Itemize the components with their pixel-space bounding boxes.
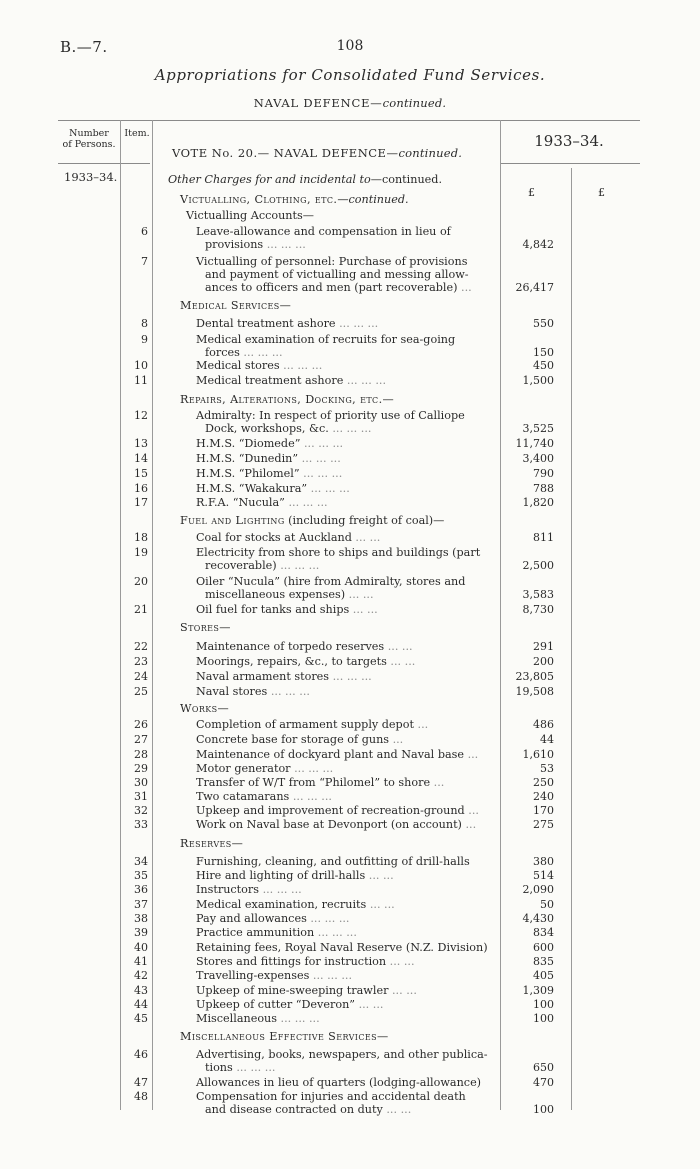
amount-value: 811 bbox=[533, 531, 554, 544]
leader-dots: ... ... ... bbox=[284, 496, 328, 509]
line-label: ances to officers and men (part recoverable) bbox=[205, 281, 458, 294]
leader-dots: ... ... ... bbox=[300, 437, 344, 450]
line-label: Fuel and Lighting bbox=[180, 514, 285, 527]
amount-value: 44 bbox=[540, 733, 554, 746]
persons-column-header bbox=[58, 128, 120, 150]
leader-dots: ... ... ... bbox=[279, 359, 323, 372]
item-number: 30 bbox=[134, 776, 148, 789]
leader-dots: ... ... ... bbox=[232, 1061, 276, 1074]
line-label: Furnishing, cleaning, and outfitting of drill-halls bbox=[196, 855, 470, 868]
leader-dots: ... ... bbox=[355, 998, 384, 1011]
line-label: provisions bbox=[205, 238, 264, 251]
line-label: Instructors bbox=[196, 883, 260, 896]
column-divider-amount-sub bbox=[571, 168, 572, 1110]
leader-dots: ... ... ... bbox=[306, 912, 350, 925]
line-text bbox=[196, 748, 478, 761]
item-number: 6 bbox=[141, 225, 148, 238]
line-label: Oiler “Nucula” (hire from Admiralty, stores and bbox=[196, 575, 466, 588]
amount-value: 650 bbox=[533, 1061, 554, 1074]
item-number: 42 bbox=[134, 969, 148, 982]
item-number: 28 bbox=[134, 748, 148, 761]
line-label: Miscellaneous Effective Services bbox=[180, 1030, 377, 1043]
line-label: Pay and allowances bbox=[196, 912, 307, 925]
leader-dots: ... bbox=[461, 818, 477, 831]
line-label: R.F.A. “Nucula” bbox=[196, 496, 285, 509]
line-text bbox=[196, 818, 476, 831]
line-label: Naval stores bbox=[196, 685, 268, 698]
section-heading bbox=[180, 193, 409, 206]
line-label: Naval armament stores bbox=[196, 670, 330, 683]
line-label: Transfer of W/T from “Philomel” to shore bbox=[196, 776, 431, 789]
line-text bbox=[196, 225, 451, 238]
line-label: Victualling of personnel: Purchase of provisions bbox=[196, 255, 468, 268]
amount-value: 1,610 bbox=[522, 748, 554, 761]
item-number: 20 bbox=[134, 575, 148, 588]
line-label: Medical treatment ashore bbox=[196, 374, 344, 387]
leader-dots: ... ... ... bbox=[239, 346, 283, 359]
line-text bbox=[196, 359, 322, 372]
item-number: 13 bbox=[134, 437, 148, 450]
leader-dots: ... ... bbox=[349, 603, 378, 616]
line-text bbox=[196, 912, 350, 925]
item-number: 32 bbox=[134, 804, 148, 817]
amount-value: 50 bbox=[540, 898, 554, 911]
section-heading bbox=[180, 1030, 388, 1043]
amount-value: 100 bbox=[533, 1012, 554, 1025]
leader-dots: ... ... ... bbox=[289, 790, 332, 803]
item-number: 37 bbox=[134, 898, 148, 911]
item-number: 7 bbox=[141, 255, 148, 268]
line-text bbox=[205, 559, 319, 572]
item-number: 44 bbox=[134, 998, 148, 1011]
line-text bbox=[196, 374, 386, 387]
line-text bbox=[168, 173, 442, 186]
line-label: Works— bbox=[180, 702, 230, 715]
line-text bbox=[196, 317, 378, 330]
line-text bbox=[205, 422, 371, 435]
amount-value: 170 bbox=[533, 804, 554, 817]
amount-value: 291 bbox=[533, 640, 554, 653]
line-text bbox=[196, 883, 302, 896]
amount-value: 450 bbox=[533, 359, 554, 372]
line-label: Two catamarans bbox=[196, 790, 290, 803]
line-label: Coal for stocks at Auckland bbox=[196, 531, 352, 544]
section-heading bbox=[180, 299, 291, 312]
amount-value: 11,740 bbox=[515, 437, 554, 450]
item-number: 31 bbox=[134, 790, 148, 803]
line-label: Electricity from shore to ships and buildings (part bbox=[196, 546, 481, 559]
item-number: 45 bbox=[134, 1012, 148, 1025]
line-text bbox=[196, 941, 488, 954]
section-heading bbox=[180, 837, 243, 850]
line-label: Medical Services— bbox=[180, 299, 292, 312]
line-label: Maintenance of torpedo reserves bbox=[196, 640, 385, 653]
line-label: Victualling Accounts— bbox=[186, 209, 314, 222]
line-text bbox=[196, 998, 383, 1011]
line-text bbox=[205, 281, 472, 294]
leader-dots: ... ... ... bbox=[309, 969, 353, 982]
persons-header-line1: Number bbox=[69, 128, 109, 139]
item-number: 26 bbox=[134, 718, 148, 731]
line-label: Upkeep of mine-sweeping trawler bbox=[196, 984, 389, 997]
line-text bbox=[196, 762, 333, 775]
item-number: 10 bbox=[134, 359, 148, 372]
amount-value: 470 bbox=[533, 1076, 554, 1089]
item-number: 22 bbox=[134, 640, 148, 653]
amount-value: 600 bbox=[533, 941, 554, 954]
leader-dots: ... ... bbox=[384, 640, 413, 653]
leader-dots: ... ... ... bbox=[277, 1012, 320, 1025]
amount-value: 2,090 bbox=[522, 883, 554, 896]
leader-dots: ... bbox=[457, 281, 472, 294]
leader-dots: ... ... ... bbox=[298, 452, 341, 465]
section-subtitle bbox=[0, 96, 700, 110]
line-text bbox=[205, 238, 306, 251]
line-label: and disease contracted on duty bbox=[205, 1103, 383, 1116]
line-text bbox=[196, 467, 342, 480]
line-suffix: —continued. bbox=[370, 173, 442, 186]
item-number: 8 bbox=[141, 317, 148, 330]
line-label: Advertising, books, newspapers, and other publica- bbox=[196, 1048, 488, 1061]
leader-dots: ... ... bbox=[345, 588, 374, 601]
leader-dots: ... bbox=[464, 748, 479, 761]
line-text bbox=[196, 1048, 488, 1061]
amount-value: 486 bbox=[533, 718, 554, 731]
line-text bbox=[196, 255, 467, 268]
line-text bbox=[196, 855, 470, 868]
amount-value: 4,842 bbox=[522, 238, 554, 251]
item-number: 25 bbox=[134, 685, 148, 698]
line-text bbox=[196, 898, 395, 911]
amount-value: 3,583 bbox=[522, 588, 554, 601]
line-text bbox=[196, 790, 332, 803]
persons-header-line2: of Persons. bbox=[62, 139, 116, 150]
line-label: Hire and lighting of drill-halls bbox=[196, 869, 366, 882]
line-text bbox=[196, 670, 372, 683]
line-label: Reserves— bbox=[180, 837, 244, 850]
section-subtitle-main: NAVAL DEFENCE— bbox=[253, 96, 383, 110]
leader-dots: ... bbox=[413, 718, 429, 731]
item-number: 29 bbox=[134, 762, 148, 775]
leader-dots: ... ... ... bbox=[276, 559, 320, 572]
line-label: Medical examination of recruits for sea-going bbox=[196, 333, 456, 346]
item-number: 46 bbox=[134, 1048, 148, 1061]
amount-value: 100 bbox=[533, 998, 554, 1011]
line-text bbox=[196, 655, 415, 668]
line-text bbox=[196, 984, 417, 997]
item-number: 47 bbox=[134, 1076, 148, 1089]
amount-value: 26,417 bbox=[515, 281, 554, 294]
line-text bbox=[196, 333, 455, 346]
line-label: recoverable) bbox=[205, 559, 277, 572]
line-label: H.M.S. “Dunedin” bbox=[196, 452, 299, 465]
line-suffix: (including freight of coal)— bbox=[284, 514, 445, 527]
line-label: forces bbox=[205, 346, 240, 359]
leader-dots: ... ... ... bbox=[307, 482, 350, 495]
item-number: 41 bbox=[134, 955, 148, 968]
leader-dots: ... ... bbox=[366, 898, 395, 911]
item-number: 15 bbox=[134, 467, 148, 480]
table-top-rule bbox=[58, 120, 640, 121]
line-text bbox=[196, 452, 341, 465]
line-label: Dock, workshops, &c. bbox=[205, 422, 329, 435]
amount-value: 150 bbox=[533, 346, 554, 359]
item-number: 23 bbox=[134, 655, 148, 668]
leader-dots: ... ... ... bbox=[263, 238, 306, 251]
line-label: Motor generator bbox=[196, 762, 291, 775]
amount-value: 275 bbox=[533, 818, 554, 831]
item-number: 48 bbox=[134, 1090, 148, 1103]
amount-value: 250 bbox=[533, 776, 554, 789]
line-text bbox=[205, 588, 374, 601]
year-column-header: 1933–34. bbox=[534, 132, 604, 150]
line-label: Retaining fees, Royal Naval Reserve (N.Z. Division) bbox=[196, 941, 488, 954]
line-text bbox=[196, 546, 480, 559]
item-number: 18 bbox=[134, 531, 148, 544]
line-text bbox=[196, 496, 328, 509]
amount-value: 380 bbox=[533, 855, 554, 868]
amount-value: 200 bbox=[533, 655, 554, 668]
amount-value: 788 bbox=[533, 482, 554, 495]
item-number: 16 bbox=[134, 482, 148, 495]
line-label: miscellaneous expenses) bbox=[205, 588, 346, 601]
page-title: Appropriations for Consolidated Fund Services. bbox=[154, 66, 546, 84]
line-text bbox=[196, 776, 444, 789]
line-text bbox=[196, 603, 378, 616]
item-number: 39 bbox=[134, 926, 148, 939]
line-label: Allowances in lieu of quarters (lodging-allowance) bbox=[196, 1076, 482, 1089]
amount-value: 550 bbox=[533, 317, 554, 330]
leader-dots: ... ... bbox=[386, 955, 415, 968]
amount-value: 1,500 bbox=[522, 374, 554, 387]
leader-dots: ... ... ... bbox=[335, 317, 379, 330]
item-number: 34 bbox=[134, 855, 148, 868]
line-label: Leave-allowance and compensation in lieu of bbox=[196, 225, 451, 238]
amount-value: 1,820 bbox=[522, 496, 554, 509]
leader-dots: ... bbox=[464, 804, 479, 817]
amount-value: 53 bbox=[540, 762, 554, 775]
currency-symbol-1: £ bbox=[528, 186, 535, 199]
amount-value: 3,400 bbox=[522, 452, 554, 465]
leader-dots: ... ... ... bbox=[259, 883, 302, 896]
item-number: 12 bbox=[134, 409, 148, 422]
amount-value: 4,430 bbox=[522, 912, 554, 925]
amount-value: 2,500 bbox=[522, 559, 554, 572]
line-text bbox=[205, 1103, 411, 1116]
leader-dots: ... ... ... bbox=[267, 685, 310, 698]
section-heading bbox=[180, 514, 444, 527]
line-label: Admiralty: In respect of priority use of Calliope bbox=[196, 409, 465, 422]
line-label: Stores and fittings for instruction bbox=[196, 955, 387, 968]
line-label: Dental treatment ashore bbox=[196, 317, 336, 330]
line-text bbox=[196, 409, 465, 422]
item-number: 19 bbox=[134, 546, 148, 559]
vote-title-italic: continued. bbox=[398, 146, 463, 160]
line-label: Concrete base for storage of guns bbox=[196, 733, 390, 746]
item-number: 11 bbox=[134, 374, 148, 387]
line-label: Travelling-expenses bbox=[196, 969, 310, 982]
line-text bbox=[196, 1090, 466, 1103]
line-suffix: —continued. bbox=[337, 193, 409, 206]
leader-dots: ... ... ... bbox=[328, 422, 372, 435]
line-text bbox=[196, 869, 394, 882]
line-label: and payment of victualling and messing allow- bbox=[205, 268, 469, 281]
amount-value: 790 bbox=[533, 467, 554, 480]
leader-dots: ... ... ... bbox=[314, 926, 357, 939]
column-divider-item bbox=[152, 120, 153, 1110]
leader-dots: ... ... bbox=[365, 869, 394, 882]
amount-value: 19,508 bbox=[515, 685, 554, 698]
amount-value: 405 bbox=[533, 969, 554, 982]
line-label: Compensation for injuries and accidental death bbox=[196, 1090, 466, 1103]
line-text bbox=[196, 437, 343, 450]
line-text bbox=[186, 209, 314, 222]
line-text bbox=[196, 531, 380, 544]
amount-value: 834 bbox=[533, 926, 554, 939]
line-text bbox=[205, 1061, 275, 1074]
line-text bbox=[196, 804, 479, 817]
leader-dots: ... ... bbox=[382, 1103, 412, 1116]
leader-dots: ... ... bbox=[386, 655, 416, 668]
line-text bbox=[196, 926, 357, 939]
vote-title bbox=[172, 146, 462, 160]
line-label: tions bbox=[205, 1061, 233, 1074]
leader-dots: ... bbox=[389, 733, 404, 746]
header-rule-right bbox=[500, 163, 640, 164]
leader-dots: ... ... ... bbox=[329, 670, 372, 683]
section-subtitle-italic: continued. bbox=[382, 96, 447, 110]
section-heading bbox=[180, 621, 231, 634]
line-label: Maintenance of dockyard plant and Naval base bbox=[196, 748, 465, 761]
line-label: Repairs, Alterations, Docking, etc. bbox=[180, 393, 383, 406]
line-text bbox=[196, 718, 428, 731]
item-number: 43 bbox=[134, 984, 148, 997]
amount-value: 3,525 bbox=[522, 422, 554, 435]
amount-value: 835 bbox=[533, 955, 554, 968]
line-label: H.M.S. “Wakakura” bbox=[196, 482, 308, 495]
amount-value: 514 bbox=[533, 869, 554, 882]
line-text bbox=[196, 575, 465, 588]
line-label: Miscellaneous bbox=[196, 1012, 277, 1025]
line-text bbox=[196, 685, 310, 698]
item-column-header: Item. bbox=[124, 128, 150, 139]
line-label: H.M.S. “Philomel” bbox=[196, 467, 300, 480]
line-label: Moorings, repairs, &c., to targets bbox=[196, 655, 387, 668]
item-number: 9 bbox=[141, 333, 148, 346]
line-text bbox=[196, 640, 413, 653]
leader-dots: ... ... bbox=[351, 531, 381, 544]
line-label: Completion of armament supply depot bbox=[196, 718, 414, 731]
item-number: 27 bbox=[134, 733, 148, 746]
line-text bbox=[196, 969, 352, 982]
line-suffix: — bbox=[382, 393, 394, 406]
item-number: 40 bbox=[134, 941, 148, 954]
line-text bbox=[205, 346, 283, 359]
amount-value: 1,309 bbox=[522, 984, 554, 997]
leader-dots: ... bbox=[430, 776, 445, 789]
line-text bbox=[205, 268, 469, 281]
line-label: Practice ammunition bbox=[196, 926, 315, 939]
column-divider-persons bbox=[120, 120, 121, 1110]
section-heading bbox=[180, 702, 229, 715]
section-heading bbox=[180, 393, 394, 406]
line-label: Medical examination, recruits bbox=[196, 898, 367, 911]
amount-value: 23,805 bbox=[515, 670, 554, 683]
leader-dots: ... ... ... bbox=[299, 467, 343, 480]
line-label: Oil fuel for tanks and ships bbox=[196, 603, 350, 616]
line-label: Victualling, Clothing, etc. bbox=[180, 193, 338, 206]
leader-dots: ... ... ... bbox=[343, 374, 387, 387]
line-text bbox=[196, 1012, 320, 1025]
document-reference: B.—7. bbox=[60, 38, 108, 56]
line-label: Stores— bbox=[180, 621, 231, 634]
leader-dots: ... ... ... bbox=[290, 762, 334, 775]
item-number: 17 bbox=[134, 496, 148, 509]
amount-value: 100 bbox=[533, 1103, 554, 1116]
item-number: 24 bbox=[134, 670, 148, 683]
line-text bbox=[196, 482, 350, 495]
item-number: 36 bbox=[134, 883, 148, 896]
header-rule-left bbox=[58, 163, 150, 164]
vote-title-main: VOTE No. 20.— NAVAL DEFENCE— bbox=[172, 146, 399, 160]
line-label: Upkeep of cutter “Deveron” bbox=[196, 998, 356, 1011]
line-label: Work on Naval base at Devonport (on account) bbox=[196, 818, 462, 831]
line-label: Other Charges for and incidental to bbox=[168, 173, 371, 186]
line-label: H.M.S. “Diomede” bbox=[196, 437, 301, 450]
persons-year: 1933–34. bbox=[64, 170, 118, 184]
line-label: Upkeep and improvement of recreation-ground bbox=[196, 804, 465, 817]
line-suffix: — bbox=[376, 1030, 389, 1043]
leader-dots: ... ... bbox=[388, 984, 417, 997]
item-number: 38 bbox=[134, 912, 148, 925]
item-number: 33 bbox=[134, 818, 148, 831]
line-text bbox=[196, 1076, 481, 1089]
item-number: 35 bbox=[134, 869, 148, 882]
amount-value: 8,730 bbox=[522, 603, 554, 616]
currency-symbol-2: £ bbox=[598, 186, 605, 199]
line-label: Medical stores bbox=[196, 359, 280, 372]
page-number: 108 bbox=[336, 38, 364, 54]
line-text bbox=[196, 955, 415, 968]
line-text bbox=[196, 733, 403, 746]
item-number: 14 bbox=[134, 452, 148, 465]
item-number: 21 bbox=[134, 603, 148, 616]
amount-value: 240 bbox=[533, 790, 554, 803]
